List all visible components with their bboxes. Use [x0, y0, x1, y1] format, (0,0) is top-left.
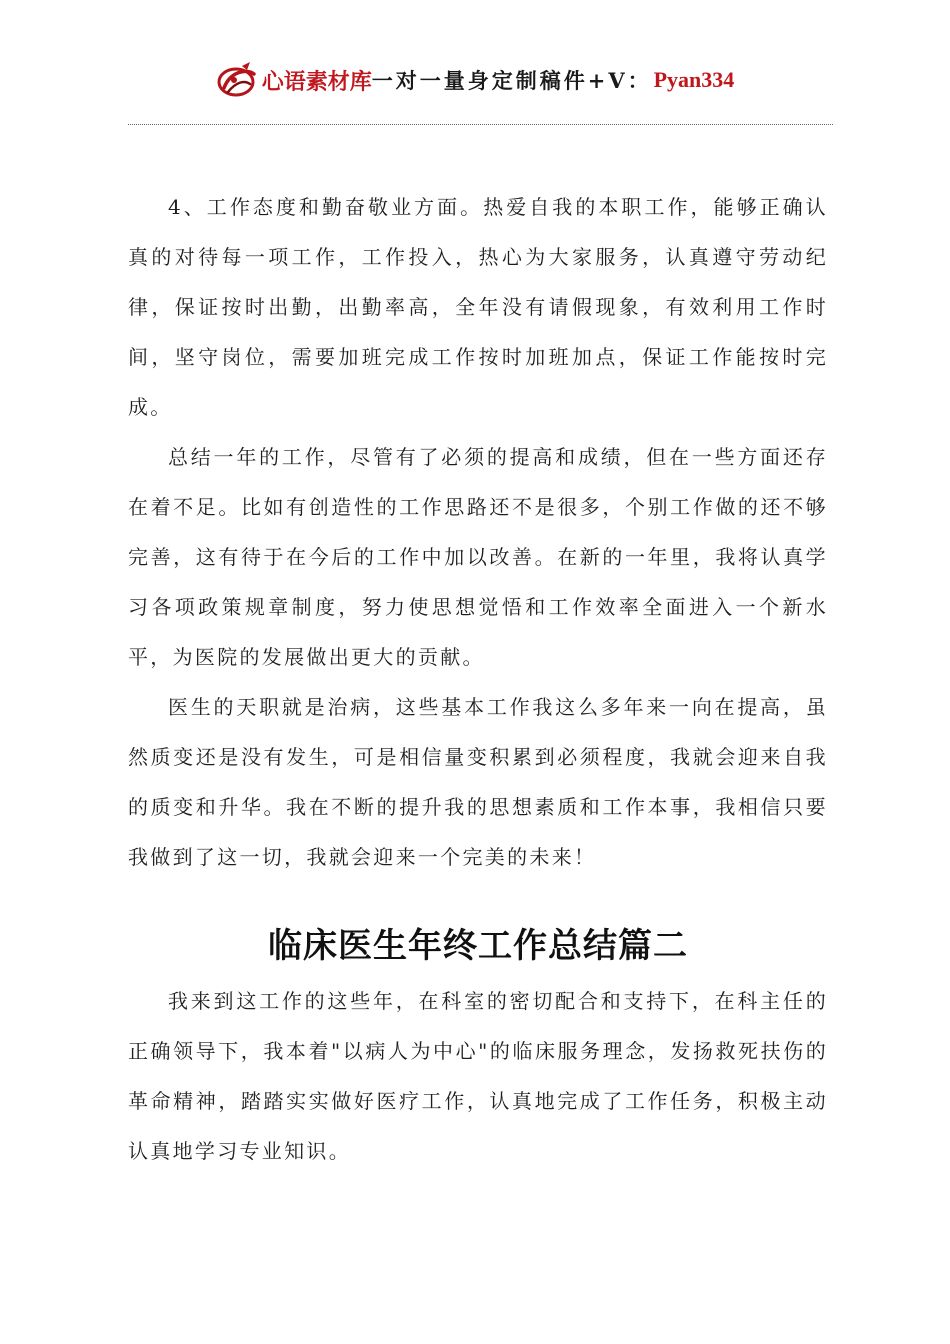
header-divider [128, 124, 833, 125]
paragraph: 总结一年的工作，尽管有了必须的提高和成绩，但在一些方面还存在着不足。比如有创造性的工作思路还不是很多，个别工作做的还不够完善，这有待于在今后的工作中加以改善。在新的一年里，我将认真学习各项政策规章制度，努力使思想觉悟和工作效率全面进入一个新水平，为医院的发展做出更大的贡献。 [128, 445, 828, 669]
paragraph: 4、工作态度和勤奋敬业方面。热爱自我的本职工作，能够正确认真的对待每一项工作，工作投入，热心为大家服务，认真遵守劳动纪律，保证按时出勤，出勤率高，全年没有请假现象，有效利用工作时间，坚守岗位，需要加班完成工作按时加班加点，保证工作能按时完成。 [128, 195, 828, 419]
header-banner [216, 58, 735, 102]
brand-name: 心语素材库 [261, 68, 372, 95]
brand-swirl-logo-icon [216, 58, 260, 102]
header-slogan: 一对一量身定制稿件+V： [371, 68, 652, 93]
paragraph: 医生的天职就是治病，这些基本工作我这么多年来一向在提高，虽然质变还是没有发生，可是相信量变积累到必须程度，我就会迎来自我的质变和升华。我在不断的提升我的思想素质和工作本事，我相信只要我做到了这一切，我就会迎来一个完美的未来！ [128, 695, 828, 869]
document-body [128, 182, 828, 1176]
paragraph: 我来到这工作的这些年，在科室的密切配合和支持下，在科主任的正确领导下，我本着"以病人为中心"的临床服务理念，发扬救死扶伤的革命精神，踏踏实实做好医疗工作，认真地完成了工作任务，积极主动认真地学习专业知识。 [128, 989, 828, 1163]
section-title: 临床医生年终工作总结篇二 [268, 926, 688, 966]
header-contact-id: Pyan334 [653, 67, 735, 92]
page-header [0, 58, 950, 106]
